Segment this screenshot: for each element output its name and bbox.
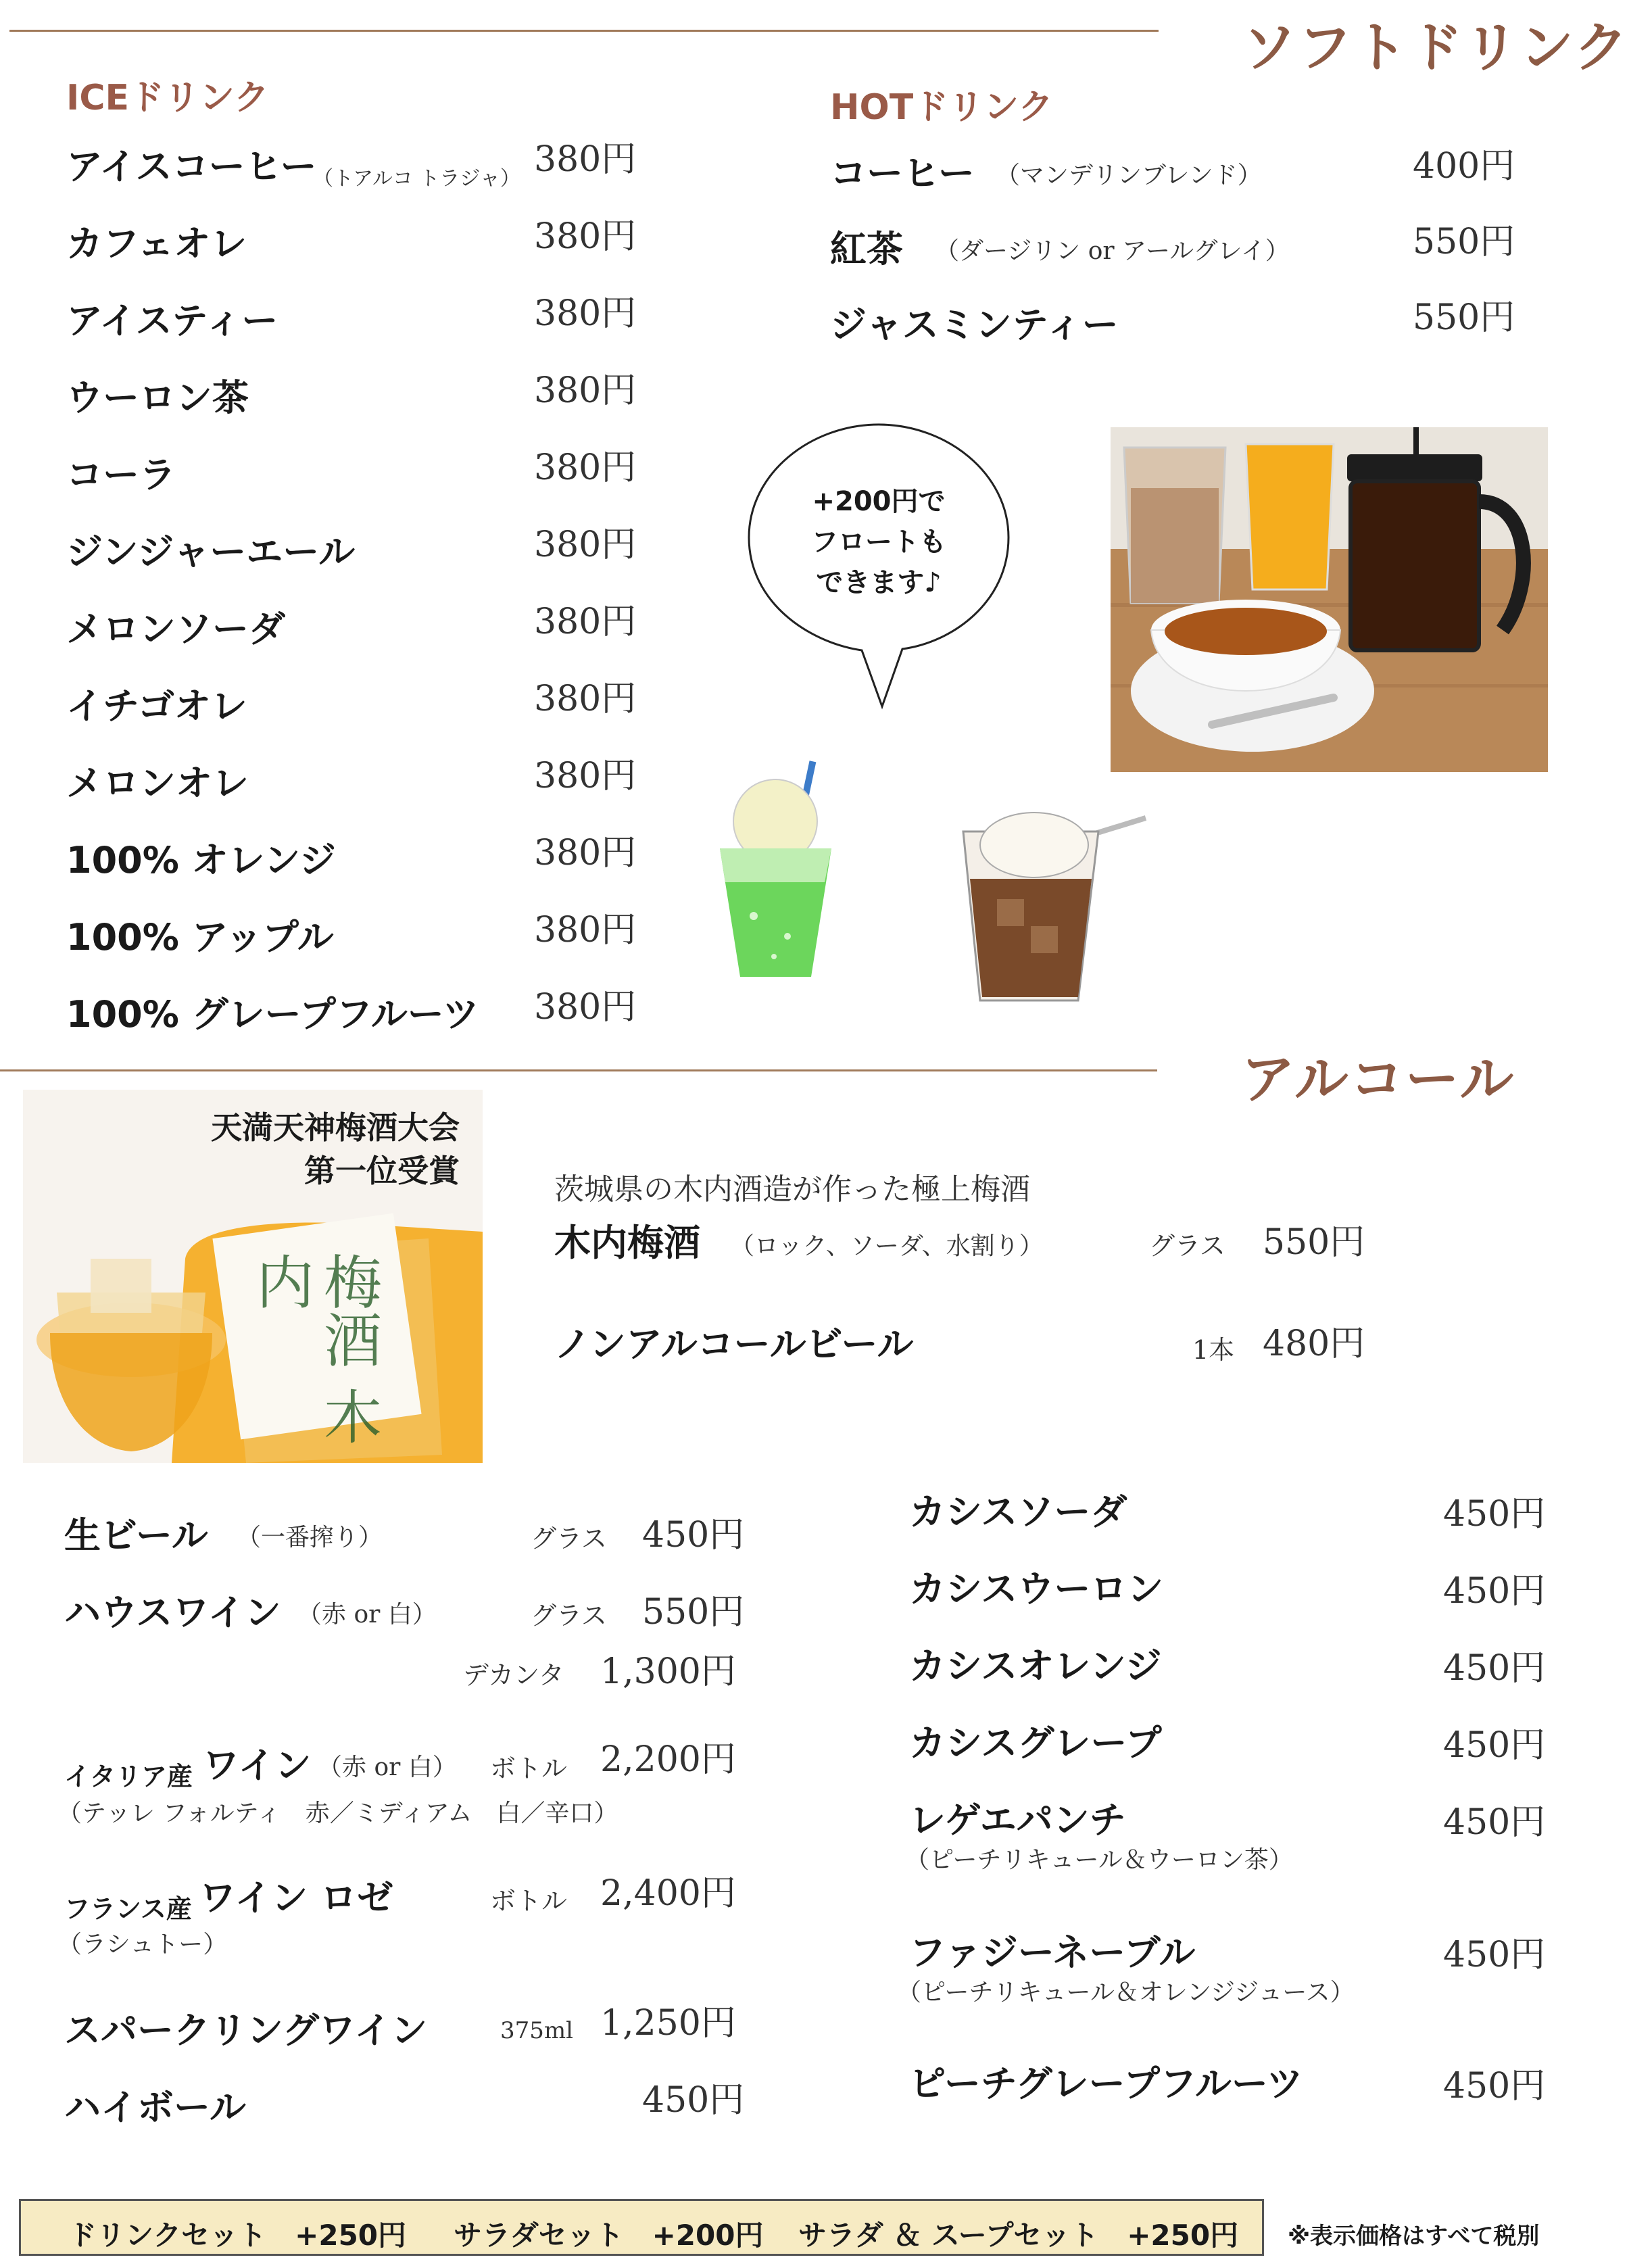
coffee-float-illustration — [943, 798, 1159, 1007]
cocktail-name: カシスウーロン — [909, 1568, 1164, 1610]
house-wine-price: 550円 — [642, 1592, 745, 1633]
ice-item-price: 380円 — [534, 910, 637, 950]
cocktail-price: 450円 — [1443, 1648, 1546, 1689]
set-menu-bar — [19, 2199, 1264, 2256]
ice-item-name: コーラ — [66, 454, 176, 496]
ice-item-price: 380円 — [534, 139, 637, 180]
ice-item-name: 100% グレープフルーツ — [66, 993, 479, 1036]
umeshu-note: （ロック、ソーダ、水割り） — [730, 1232, 1044, 1260]
ice-item-price: 380円 — [534, 987, 637, 1028]
sparkling-name: スパークリングワイン — [64, 2009, 428, 2052]
umeshu-unit: グラス — [1149, 1231, 1225, 1261]
hot-title: HOTドリンク — [830, 87, 1054, 128]
alcohol-left-list — [57, 1511, 747, 2133]
soft-top-rule — [9, 30, 1159, 32]
alcohol-top-rule — [0, 1069, 1157, 1071]
sparkling-price: 1,250円 — [600, 2003, 736, 2044]
italy-origin: イタリア産 — [64, 1762, 193, 1791]
cocktail-price: 450円 — [1443, 1802, 1546, 1843]
ice-item-name: ジンジャーエール — [66, 531, 356, 573]
house-wine-note: （赤 or 白） — [297, 1601, 437, 1628]
ice-item-price: 380円 — [534, 525, 637, 565]
nonalc-price: 480円 — [1263, 1324, 1365, 1364]
alcohol-right-list — [897, 1491, 1546, 2116]
cocktail-sub: （ピーチリキュール＆ウーロン茶） — [905, 1846, 1293, 1874]
ice-item-note: （トアルコ トラジャ） — [313, 167, 520, 191]
highball-name: ハイボール — [64, 2086, 246, 2129]
ice-item-price: 380円 — [534, 602, 637, 642]
highball-price: 450円 — [642, 2080, 745, 2121]
umeshu-name: 木内梅酒 — [554, 1222, 700, 1264]
ice-item-price: 380円 — [534, 833, 637, 873]
hot-item-price: 550円 — [1413, 297, 1515, 338]
ice-item-price: 380円 — [534, 756, 637, 796]
beer-note: （一番搾り） — [237, 1524, 383, 1551]
cocktail-price: 450円 — [1443, 1571, 1546, 1612]
cocktail-name: ピーチグレープフルーツ — [909, 2062, 1303, 2105]
france-origin: フランス産 — [64, 1894, 192, 1924]
ice-title: ICEドリンク — [66, 78, 269, 118]
ice-item-name: メロンソーダ — [66, 608, 285, 650]
house-wine-name: ハウスワイン — [64, 1591, 281, 1634]
cocktail-sub: （ピーチリキュール＆オレンジジュース） — [897, 1979, 1355, 2006]
award-line: 第一位受賞 — [304, 1153, 460, 1189]
cocktail-name: カシスオレンジ — [909, 1645, 1162, 1687]
hot-item-name: コーヒー — [830, 152, 975, 195]
cocktail-name: カシスグレープ — [909, 1722, 1162, 1764]
hot-item-name: ジャスミンティー — [830, 304, 1119, 346]
bubble-line: フロートも — [811, 527, 946, 558]
ice-item-name: 100% アップル — [66, 916, 334, 959]
award-badge — [183, 1106, 460, 1192]
alcohol-title: アルコール — [1241, 1048, 1515, 1111]
ice-item-name: アイスティー — [66, 299, 278, 342]
italy-wine-unit: ボトル — [490, 1754, 568, 1783]
cocktail-price: 450円 — [1443, 1494, 1546, 1535]
sparkling-unit: 375ml — [500, 2017, 574, 2044]
drinks-photo — [1111, 427, 1548, 772]
hot-item-note: （マンデリンブレンド） — [996, 162, 1262, 189]
ice-item-price: 380円 — [534, 448, 637, 488]
bubble-line: +200円で — [812, 486, 946, 517]
cocktail-price: 450円 — [1443, 1935, 1546, 1975]
france-wine-price: 2,400円 — [600, 1873, 736, 1914]
hot-item-price: 550円 — [1413, 222, 1515, 262]
beer-price: 450円 — [642, 1515, 745, 1555]
ice-item-name: 100% オレンジ — [66, 839, 336, 882]
ice-item-name: アイスコーヒー — [66, 145, 317, 188]
beer-name: 生ビール — [64, 1514, 208, 1557]
ice-item-price: 380円 — [534, 370, 637, 411]
melon-soda-illustration — [713, 761, 842, 984]
nonalc-name: ノンアルコールビール — [554, 1323, 914, 1366]
beer-unit: グラス — [531, 1524, 607, 1553]
ice-item-name: イチゴオレ — [66, 685, 247, 727]
salad-soup-set: サラダ ＆ スープセット +250円 — [798, 2219, 1239, 2252]
hot-item-name: 紅茶 — [830, 228, 903, 270]
cocktail-price: 450円 — [1443, 2066, 1546, 2106]
umeshu-price: 550円 — [1263, 1222, 1365, 1263]
soft-drink-title: ソフトドリンク — [1242, 16, 1629, 79]
tax-note: ※表示価格はすべて税別 — [1288, 2223, 1540, 2250]
france-wine-sub: （ラシュトー） — [57, 1931, 228, 1958]
italy-wine-note: （赤 or 白） — [318, 1754, 457, 1781]
ice-item-name: ウーロン茶 — [66, 377, 249, 419]
bubble-line: できます♪ — [816, 567, 942, 598]
hot-list — [830, 146, 1526, 372]
ice-item-name: カフェオレ — [66, 222, 247, 265]
italy-wine-sub: （テッレ フォルティ 赤／ミディアム 白／辛口） — [57, 1800, 618, 1827]
ice-item-price: 380円 — [534, 679, 637, 719]
italy-wine-price: 2,200円 — [600, 1739, 736, 1780]
bubble-text — [784, 481, 973, 603]
hot-item-price: 400円 — [1413, 146, 1515, 187]
cocktail-name: ファジーネーブル — [909, 1931, 1196, 1974]
drink-set: ドリンクセット +250円 — [68, 2219, 407, 2252]
cocktail-price: 450円 — [1443, 1725, 1546, 1766]
decanter-unit: デカンタ — [463, 1660, 564, 1690]
ice-item-price: 380円 — [534, 293, 637, 334]
decanter-price: 1,300円 — [600, 1651, 736, 1692]
ice-item-name: メロンオレ — [66, 762, 249, 804]
bottle-label: 梅酒 木内 — [246, 1252, 381, 1445]
cocktail-name: レゲエパンチ — [909, 1799, 1126, 1841]
cocktail-name: カシスソーダ — [909, 1491, 1127, 1533]
umeshu-desc: 茨城県の木内酒造が作った極上梅酒 — [554, 1172, 1030, 1207]
salad-set: サラダセット +200円 — [454, 2219, 764, 2252]
italy-wine-name: ワイン — [203, 1744, 312, 1787]
ice-item-price: 380円 — [534, 216, 637, 257]
hot-item-note: （ダージリン or アールグレイ） — [935, 237, 1290, 265]
house-wine-unit: グラス — [531, 1601, 607, 1631]
ice-list — [66, 139, 641, 1041]
france-wine-unit: ボトル — [490, 1886, 568, 1916]
france-wine-name: ワイン ロゼ — [199, 1877, 394, 1919]
nonalc-unit: 1本 — [1192, 1335, 1235, 1365]
award-line: 天満天神梅酒大会 — [211, 1109, 460, 1146]
